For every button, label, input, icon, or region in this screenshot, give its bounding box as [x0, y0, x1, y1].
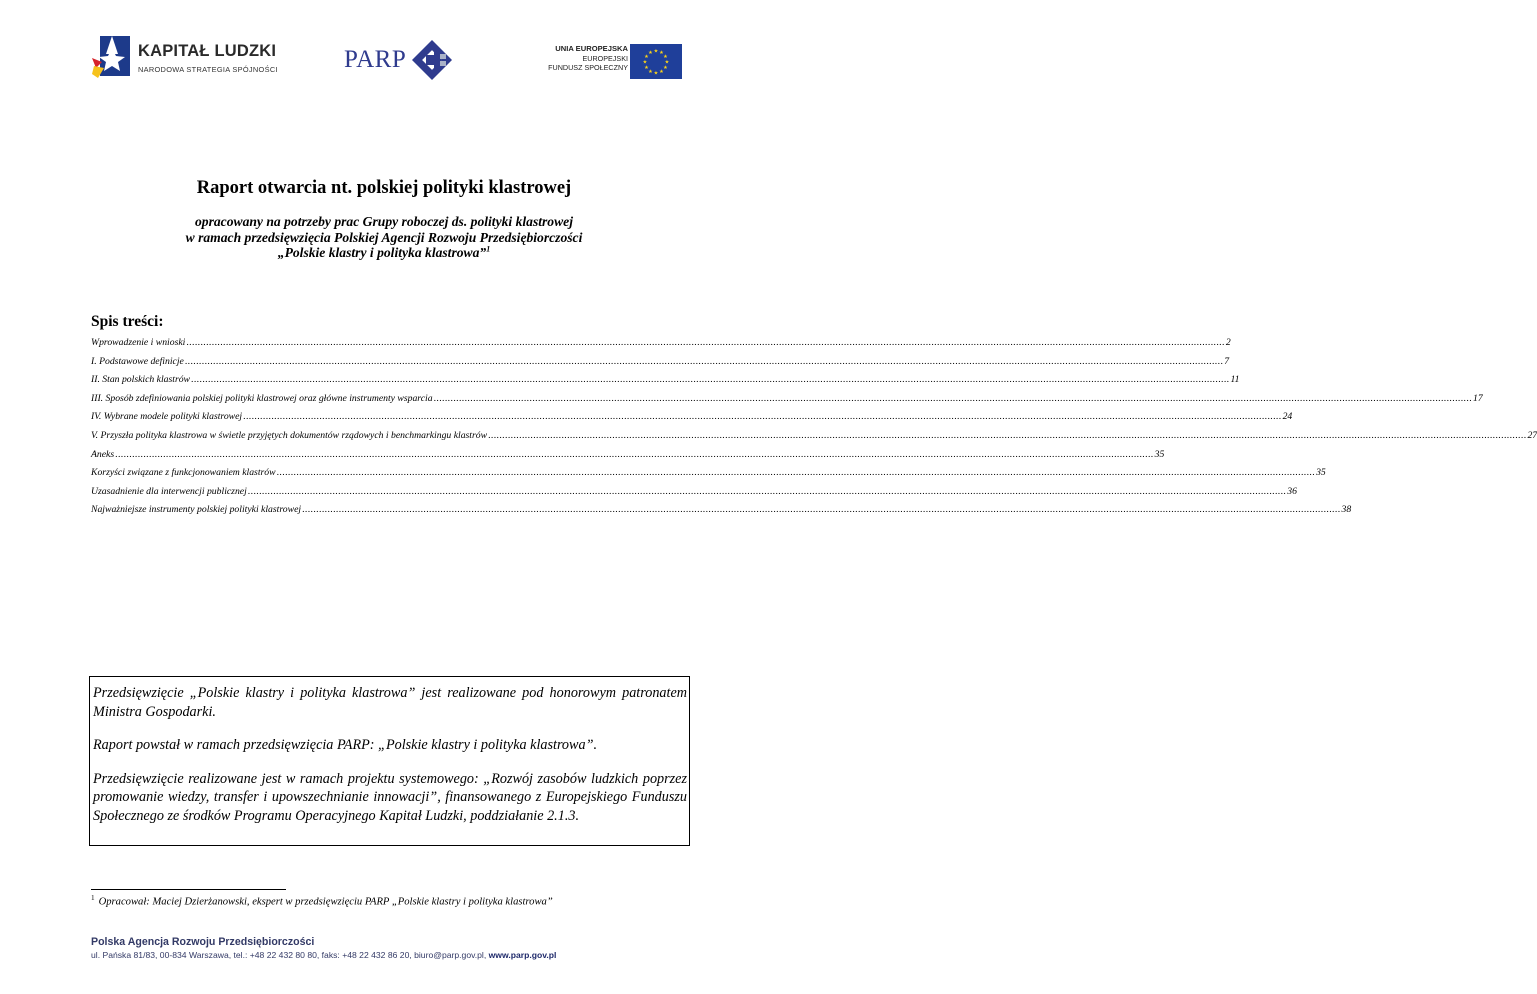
toc-item[interactable]: [91, 464, 1326, 483]
toc-item-label: IV. Wybrane modele polityki klastrowej: [91, 411, 243, 423]
eu-logo-line3: FUNDUSZ SPOŁECZNY: [548, 63, 628, 73]
toc-item-label: Korzyści związane z funkcjonowaniem klastrów: [91, 467, 276, 479]
toc-item[interactable]: [91, 371, 1240, 390]
toc-item-page: 2: [1225, 337, 1231, 348]
svg-text:★: ★: [653, 70, 659, 77]
kapital-ludzki-logo: [92, 32, 312, 80]
footer-organization: Polska Agencja Rozwoju Przedsiębiorczości: [91, 936, 315, 948]
eu-logo: [534, 43, 684, 81]
svg-text:★: ★: [663, 53, 668, 60]
toc-item[interactable]: [91, 446, 1165, 465]
parp-logo: [344, 40, 472, 80]
toc-item-page: 36: [1287, 485, 1297, 497]
footer-website-link[interactable]: www.parp.gov.pl: [488, 950, 557, 960]
toc-item[interactable]: [91, 390, 1483, 409]
eu-logo-line1: UNIA EUROPEJSKA: [555, 44, 628, 53]
toc-heading: Spis treści:: [91, 313, 164, 330]
subtitle-line-3-text: „Polskie klastry i polityka klastrowa”: [277, 245, 487, 260]
svg-text:★: ★: [664, 59, 670, 66]
toc-item-page: 27: [1527, 429, 1537, 441]
kapital-ludzki-star-icon: [92, 32, 132, 80]
toc-leader-dots: ................................................................................................................................................................................................................................................................................................................................................................................: [243, 411, 1282, 423]
project-info-box: [89, 676, 690, 846]
page-footer: [91, 935, 556, 962]
footer-contact-text: ul. Pańska 81/83, 00-834 Warszawa, tel.: +48 22 432 80 80, faks: +48 22 432 86 20, biuro@parp.gov.pl,: [91, 950, 489, 960]
svg-text:★: ★: [648, 49, 653, 56]
toc-item-page: 38: [1341, 504, 1352, 516]
info-paragraph-report-origin: Raport powstał w ramach przedsięwzięcia PARP: „Polskie klastry i polityka klastrowa”.: [93, 737, 598, 754]
toc-item-page: 7: [1224, 355, 1230, 367]
subtitle-line-2: w ramach przedsięwzięcia Polskiej Agencji Rozwoju Przedsiębiorczości: [185, 229, 583, 245]
toc-leader-dots: ................................................................................................................................................................................................................................................................................................................................................................................: [115, 448, 1154, 460]
toc-leader-dots: ................................................................................................................................................................................................................................................................................................................................................................................: [488, 429, 1527, 441]
kapital-ludzki-title: KAPITAŁ LUDZKI: [138, 42, 277, 60]
svg-text:★: ★: [659, 49, 664, 56]
eu-logo-line2: EUROPEJSKI: [582, 53, 628, 63]
toc-item-label: Najważniejsze instrumenty polskiej polityki klastrowej: [91, 504, 302, 516]
toc-item[interactable]: [91, 408, 1293, 427]
toc-item-label: III. Sposób zdefiniowania polskiej polityki klastrowej oraz główne instrumenty wsparcia: [91, 392, 433, 404]
toc-item-label: Aneks: [91, 448, 115, 460]
info-paragraph-funding: Przedsięwzięcie realizowane jest w ramach projektu systemowego: „Rozwój zasobów ludzkich poprzez promowanie wiedzy, transfer i upowszechnianie innowacji”, finansowanego z Europejskiego Funduszu Społecznego ze środków Programu Operacyjnego Kapitał Ludzki, poddziałanie 2.1.3.: [93, 770, 687, 824]
report-subtitle: [0, 214, 768, 261]
footnote: [91, 894, 553, 908]
svg-text:★: ★: [642, 59, 648, 66]
toc-item-page: 35: [1316, 467, 1326, 479]
toc-item-label: I. Podstawowe definicje: [91, 355, 184, 367]
subtitle-line-1: opracowany na potrzeby prac Grupy roboczej ds. polityki klastrowej: [195, 214, 573, 229]
svg-text:★: ★: [663, 64, 668, 71]
footer-contact: [91, 949, 556, 962]
toc-item-page: 11: [1230, 374, 1240, 386]
toc-item-page: 24: [1282, 411, 1293, 423]
toc-item-page: 35: [1154, 448, 1165, 460]
toc-item-label: Wprowadzenie i wnioski: [91, 337, 186, 348]
svg-text:★: ★: [644, 53, 649, 60]
toc-item[interactable]: [91, 353, 1230, 372]
footnote-separator: [91, 889, 286, 890]
toc-item[interactable]: [91, 501, 1352, 520]
eu-flag-icon: [630, 44, 682, 79]
parp-logo-text: PARP: [344, 46, 407, 73]
kapital-ludzki-subtitle: NARODOWA STRATEGIA SPÓJNOŚCI: [138, 65, 278, 74]
toc-leader-dots: ................................................................................................................................................................................................................................................................................................................................................................................: [191, 374, 1230, 386]
report-title: Raport otwarcia nt. polskiej polityki klastrowej: [196, 178, 572, 198]
svg-text:★: ★: [644, 64, 649, 71]
footnote-reference[interactable]: 1: [486, 244, 491, 254]
svg-text:★: ★: [659, 68, 664, 75]
toc-item[interactable]: [91, 427, 1537, 446]
toc-item-label: Uzasadnienie dla interwencji publicznej: [91, 485, 247, 497]
toc-item-label: V. Przyszła polityka klastrowa w świetle przyjętych dokumentów rządowych i benchmarkingu klastrów: [91, 429, 488, 441]
svg-text:★: ★: [653, 48, 659, 55]
toc-leader-dots: ................................................................................................................................................................................................................................................................................................................................................................................: [184, 355, 1224, 367]
info-paragraph-patronage: Przedsięwzięcie „Polskie klastry i polityka klastrowa” jest realizowane pod honorowym patronatem Ministra Gospodarki.: [93, 685, 687, 720]
toc-leader-dots: ................................................................................................................................................................................................................................................................................................................................................................................: [186, 337, 1225, 348]
svg-text:★: ★: [648, 68, 653, 75]
footnote-number: 1: [91, 894, 95, 902]
toc-leader-dots: ................................................................................................................................................................................................................................................................................................................................................................................: [247, 485, 1287, 497]
toc-item-label: II. Stan polskich klastrów: [91, 374, 191, 386]
toc-leader-dots: ................................................................................................................................................................................................................................................................................................................................................................................: [302, 504, 1341, 516]
table-of-contents: [91, 334, 1537, 520]
toc-item[interactable]: [91, 334, 1231, 353]
toc-item-page: 17: [1473, 392, 1483, 404]
eu-logo-text: [548, 44, 628, 73]
toc-leader-dots: ................................................................................................................................................................................................................................................................................................................................................................................: [433, 392, 1473, 404]
footnote-text: Opracował: Maciej Dzierżanowski, ekspert w przedsięwzięciu PARP „Polskie klastry i polityka klastrowa”: [98, 896, 553, 908]
toc-item[interactable]: [91, 483, 1297, 502]
subtitle-line-3: [0, 245, 768, 261]
parp-arrow-icon: [412, 40, 452, 80]
toc-leader-dots: ................................................................................................................................................................................................................................................................................................................................................................................: [276, 467, 1316, 479]
